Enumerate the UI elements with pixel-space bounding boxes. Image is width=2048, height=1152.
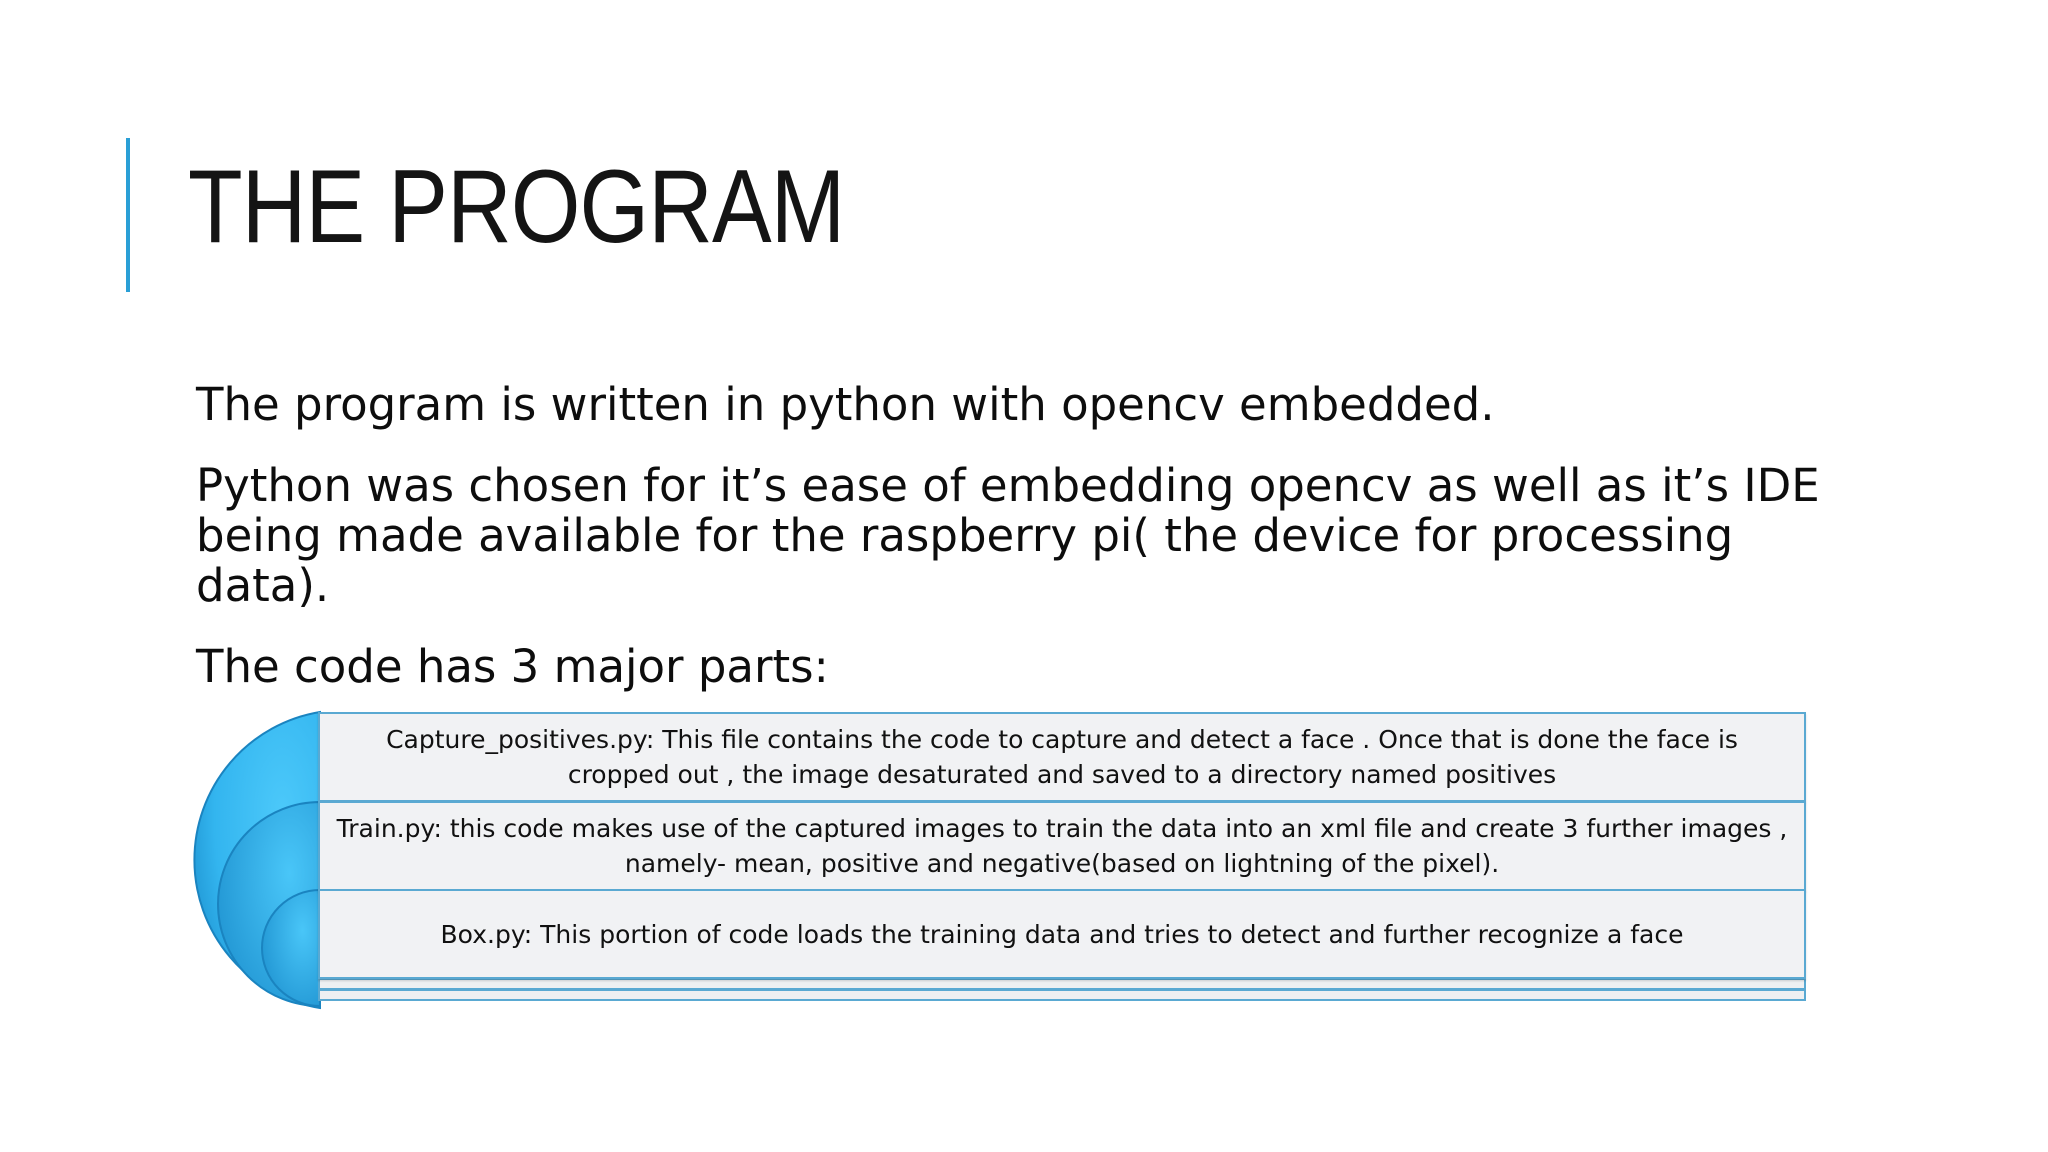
stack-line-middle <box>318 978 1806 990</box>
paragraph-3: The code has 3 major parts: <box>196 640 829 693</box>
paragraph-2: Python was chosen for it’s ease of embedding opencv as well as it’s IDE being made available for the raspberry pi( the device for processing data). <box>196 459 1820 612</box>
body-text <box>196 380 1876 723</box>
part-text-capture-positives: Capture_positives.py: This file contains the code to capture and detect a face . Once that is done the face is cropped out , the image desaturated and saved to a directory named positives <box>386 725 1738 789</box>
stack-line-bottom <box>318 989 1806 1001</box>
nested-arcs-graphic <box>160 710 330 1020</box>
slide-title: THE PROGRAM <box>188 149 845 265</box>
part-text-box: Box.py: This portion of code loads the training data and tries to detect and further recognize a face <box>440 919 1684 949</box>
part-box-train <box>318 801 1806 891</box>
part-box-box <box>318 889 1806 979</box>
nested-arc-list-diagram <box>160 710 1810 1020</box>
part-box-capture-positives <box>318 712 1806 802</box>
paragraph-1: The program is written in python with opencv embedded. <box>196 378 1495 431</box>
part-text-train: Train.py: this code makes use of the captured images to train the data into an xml file and create 3 further images , namely- mean, positive and negative(based on lightning of the pixel). <box>336 814 1788 878</box>
title-accent-bar <box>126 138 130 292</box>
